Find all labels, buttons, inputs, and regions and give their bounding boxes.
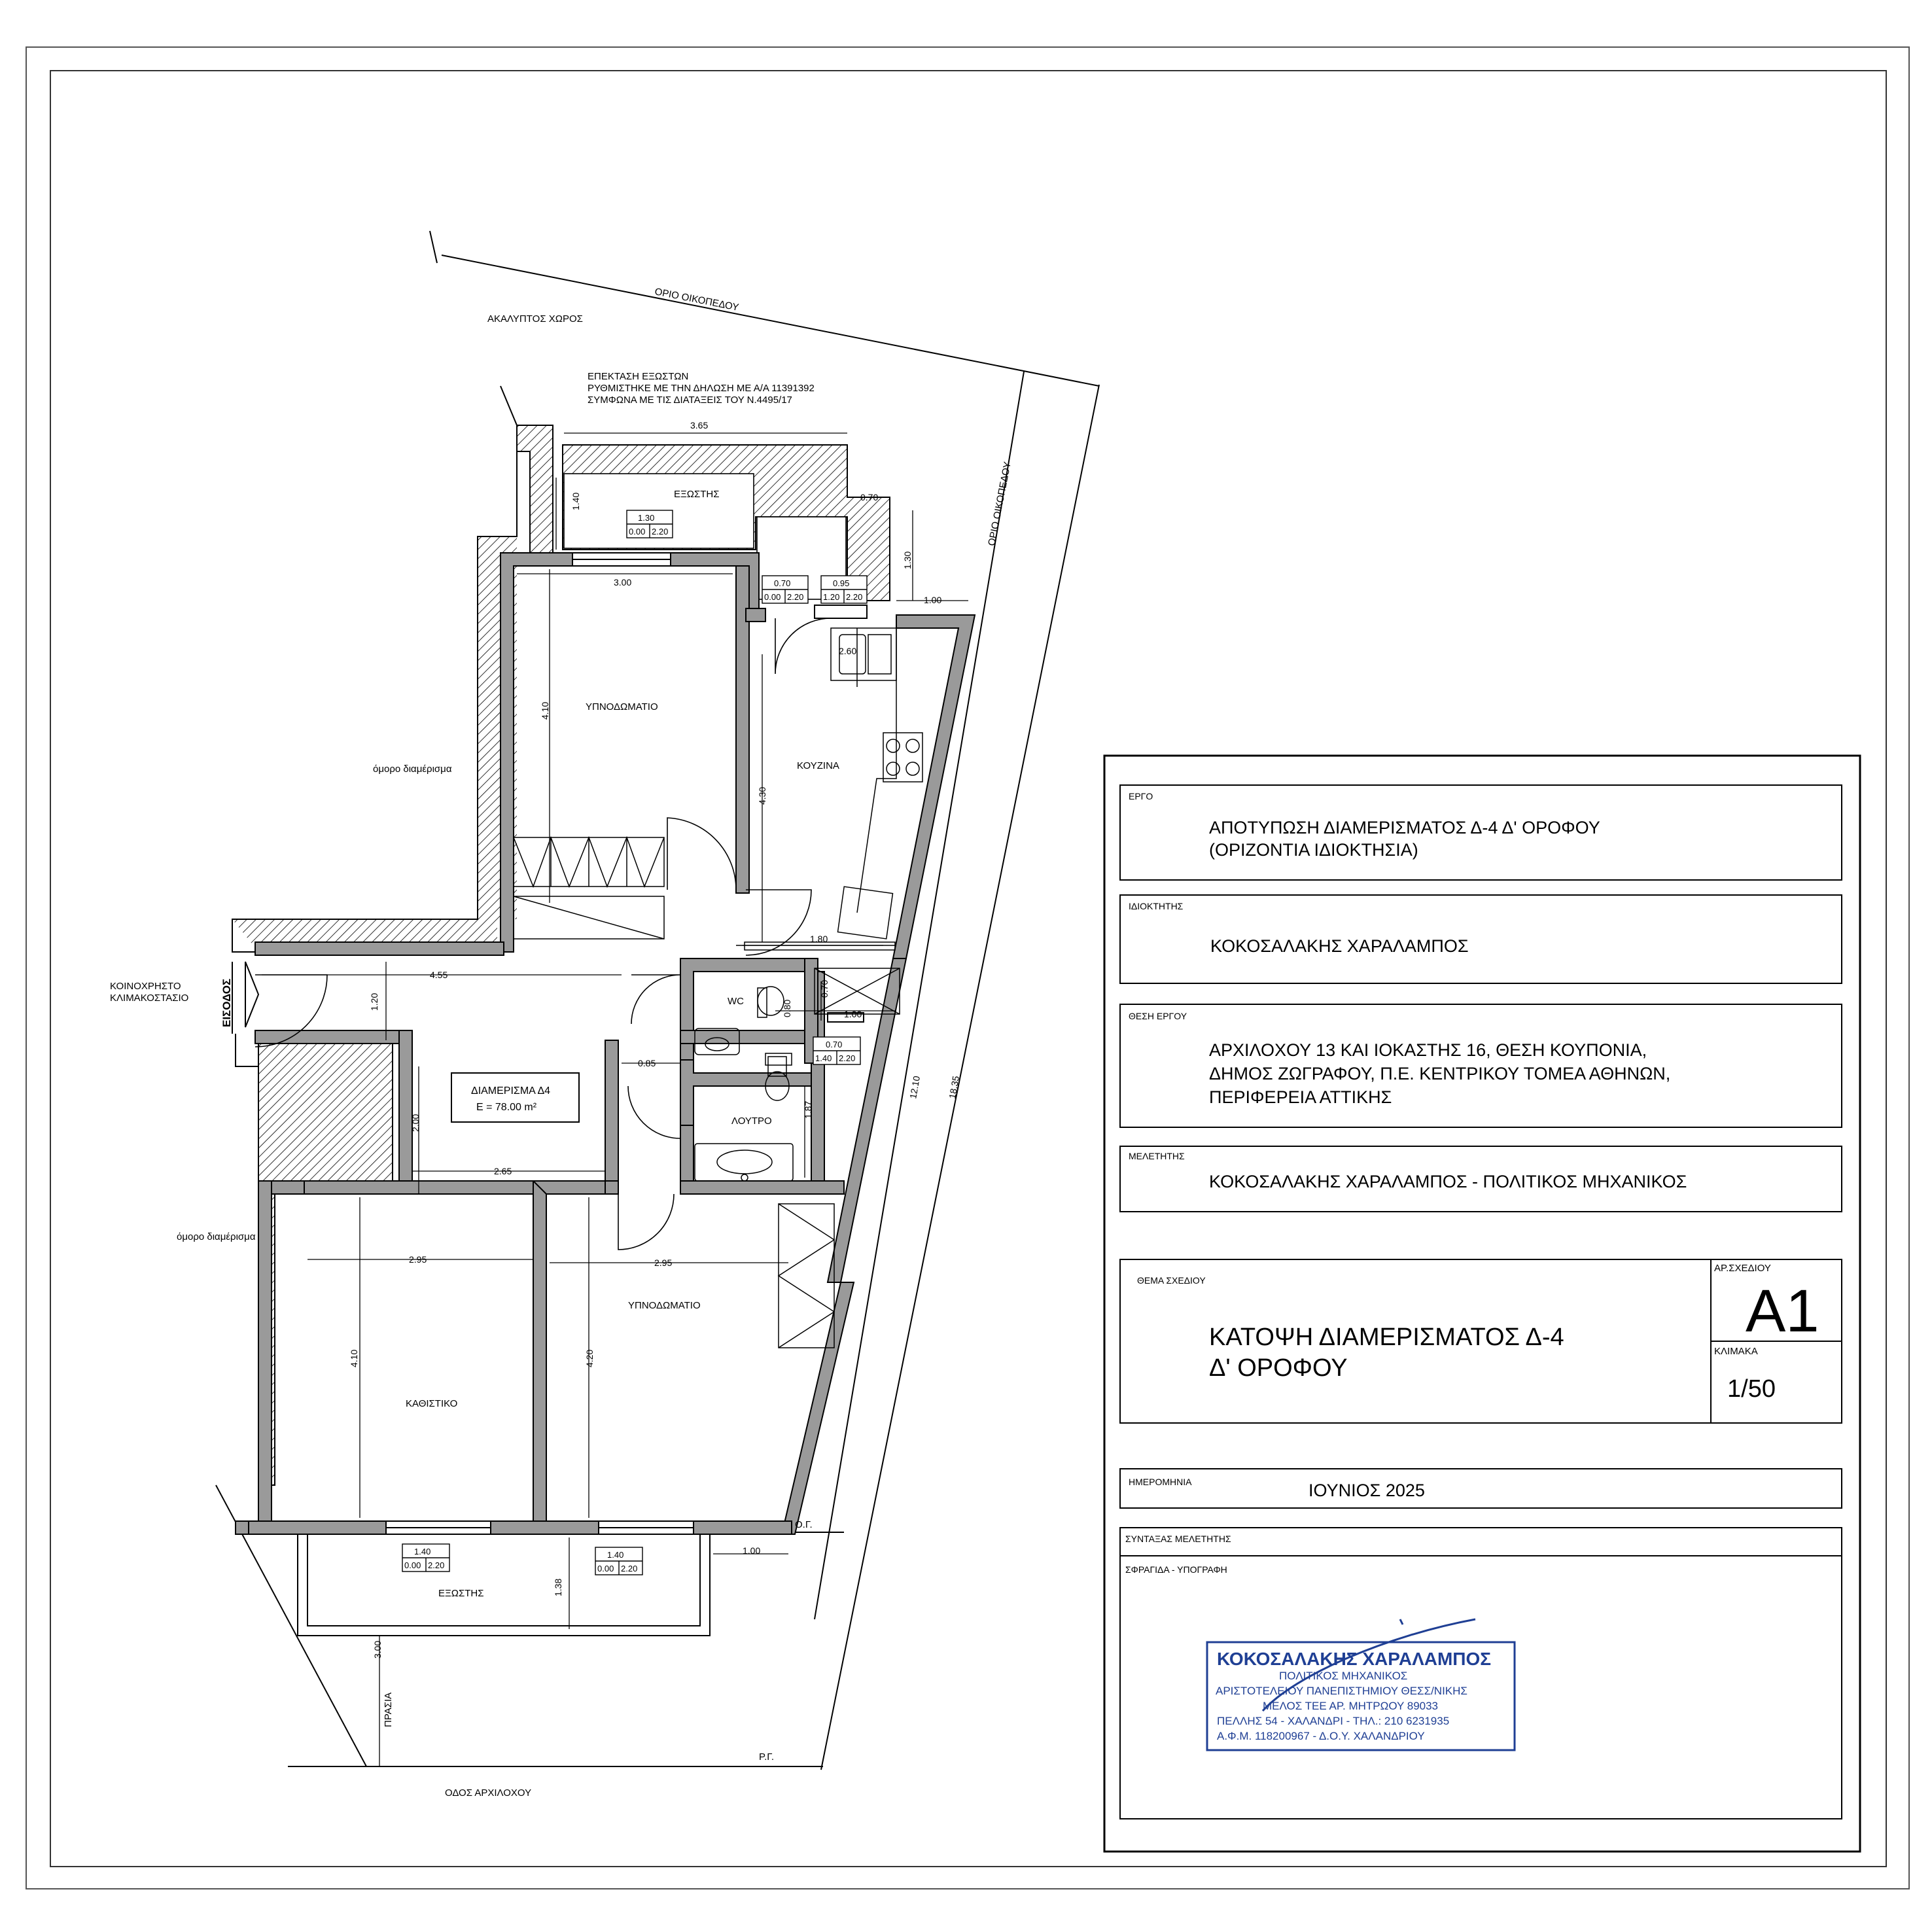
- inner-frame: [50, 71, 1886, 1867]
- svg-text:0.00: 0.00: [629, 527, 646, 536]
- stamp-line-6: Α.Φ.Μ. 118200967 - Δ.Ο.Υ. ΧΑΛΑΝΔΡΙΟΥ: [1217, 1730, 1425, 1742]
- opening-tag-2: [762, 576, 808, 603]
- dim-420: 4.20: [584, 1349, 595, 1367]
- stairwell-line-2: ΚΛΙΜΑΚΟΣΤΑΣΙΟ: [110, 992, 189, 1004]
- dim-070b: 0.70: [819, 979, 830, 998]
- opening-tag-5: [402, 1544, 449, 1572]
- scale-label: ΚΛΙΜΑΚΑ: [1714, 1346, 1758, 1357]
- svg-text:0.00: 0.00: [404, 1560, 421, 1570]
- room-bedroom-2: ΥΠΝΟΔΩΜΑΤΙΟ: [628, 1300, 701, 1311]
- location-line-3: ΠΕΡΙΦΕΡΕΙΑ ΑΤΤΙΚΗΣ: [1209, 1087, 1392, 1107]
- owner-name: ΚΟΚΟΣΑΛΑΚΗΣ ΧΑΡΑΛΑΜΠΟΣ: [1210, 936, 1469, 956]
- neighbour-lower: όμορο διαμέρισμα: [177, 1231, 256, 1242]
- room-bedroom-1: ΥΠΝΟΔΩΜΑΤΙΟ: [586, 701, 658, 712]
- date-value: ΙΟΥΝΙΟΣ 2025: [1308, 1481, 1425, 1500]
- dim-085: 0.85: [638, 1058, 656, 1068]
- engineer-label: ΜΕΛΕΤΗΤΗΣ: [1129, 1151, 1185, 1161]
- stamp-line-5: ΠΕΛΛΗΣ 54 - ΧΑΛΑΝΔΡΙ - ΤΗΛ.: 210 6231935: [1217, 1715, 1450, 1727]
- dim-265: 2.65: [494, 1166, 512, 1176]
- room-kitchen: ΚΟΥΖΙΝΑ: [797, 760, 839, 771]
- svg-text:0.95: 0.95: [833, 578, 850, 588]
- balcony-note-line-2: ΡΥΘΜΙΣΤΗΚΕ ΜΕ ΤΗΝ ΔΗΛΩΣΗ ΜΕ Α/Α 11391392: [588, 383, 815, 394]
- dim-100: 1.00: [924, 595, 942, 605]
- apartment-box: [451, 1073, 579, 1122]
- balcony-note-line-3: ΣΥΜΦΩΝΑ ΜΕ ΤΙΣ ΔΙΑΤΑΞΕΙΣ ΤΟΥ Ν.4495/17: [588, 395, 792, 406]
- dim-070: 0.70: [860, 492, 879, 502]
- date-label: ΗΜΕΡΟΜΗΝΙΑ: [1129, 1477, 1192, 1487]
- rg-label: Ρ.Γ.: [759, 1751, 775, 1763]
- dim-455: 4.55: [430, 970, 448, 980]
- dim-260: 2.60: [839, 646, 857, 656]
- stamp-line-4: ΜΕΛΟΣ ΤΕΕ ΑΡ. ΜΗΤΡΩΟΥ 89033: [1263, 1700, 1439, 1712]
- neighbour-upper: όμορο διαμέρισμα: [373, 764, 452, 775]
- svg-text:0.00: 0.00: [764, 592, 781, 602]
- location-label: ΘΕΣΗ ΕΡΓΟΥ: [1129, 1011, 1187, 1021]
- room-wc: WC: [728, 996, 744, 1007]
- date-box: [1120, 1469, 1842, 1508]
- stamp-line-2: ΠΟΛΙΤΙΚΟΣ ΜΗΧΑΝΙΚΟΣ: [1279, 1670, 1408, 1682]
- opening-tag-6: [595, 1547, 642, 1575]
- room-bathroom: ΛΟΥΤΡΟ: [731, 1115, 772, 1127]
- dim-430: 4.30: [757, 786, 767, 805]
- dim-187: 1.87: [803, 1100, 813, 1119]
- project-line-2: (ΟΡΙΖΟΝΤΙΑ ΙΔΙΟΚΤΗΣΙΑ): [1209, 840, 1418, 860]
- drawing-no-label: ΑΡ.ΣΧΕΔΙΟΥ: [1714, 1263, 1771, 1274]
- svg-text:1.30: 1.30: [638, 513, 655, 523]
- dim-410: 4.10: [540, 701, 550, 720]
- svg-text:2.20: 2.20: [787, 592, 804, 602]
- plot-boundary-label-right: ΟΡΙΟ ΟΙΚΟΠΕΔΟΥ: [986, 461, 1013, 547]
- dim-300: 3.00: [614, 577, 632, 588]
- open-space-label: ΑΚΑΛΥΠΤΟΣ ΧΩΡΟΣ: [487, 313, 583, 325]
- dim-1835: 18.35: [947, 1075, 962, 1100]
- subject-line-1: ΚΑΤΟΨΗ ΔΙΑΜΕΡΙΣΜΑΤΟΣ Δ-4: [1209, 1324, 1564, 1351]
- dim-130: 1.30: [902, 551, 913, 569]
- dim-080: 0.80: [782, 999, 792, 1017]
- dim-295a: 2.95: [409, 1254, 427, 1265]
- dim-100c: 1.00: [743, 1545, 761, 1556]
- plot-boundary-label: ΟΡΙΟ ΟΙΚΟΠΕΔΟΥ: [654, 286, 740, 313]
- subject-label: ΘΕΜΑ ΣΧΕΔΙΟΥ: [1137, 1275, 1206, 1286]
- subject-line-2: Δ' ΟΡΟΦΟΥ: [1209, 1354, 1348, 1382]
- dim-140: 1.40: [571, 492, 581, 510]
- road-label: ΟΔΟΣ ΑΡΧΙΛΟΧΟΥ: [445, 1787, 532, 1799]
- opening-tag-1: [627, 510, 673, 538]
- svg-text:0.70: 0.70: [826, 1040, 843, 1049]
- svg-text:2.20: 2.20: [652, 527, 669, 536]
- svg-text:2.20: 2.20: [621, 1564, 638, 1573]
- entrance-label: ΕΙΣΟΔΟΣ: [220, 978, 233, 1027]
- dim-295b: 2.95: [654, 1257, 673, 1268]
- floor-plan: [110, 231, 1099, 1799]
- svg-text:2.20: 2.20: [846, 592, 863, 602]
- owner-label: ΙΔΙΟΚΤΗΤΗΣ: [1129, 901, 1184, 911]
- stamp-line-1: ΚΟΚΟΣΑΛΑΚΗΣ ΧΑΡΑΛΑΜΠΟΣ: [1217, 1649, 1492, 1669]
- dim-1210: 12.10: [907, 1075, 922, 1100]
- dim-300b: 3.00: [372, 1640, 383, 1659]
- dim-365: 3.65: [690, 420, 709, 430]
- room-balcony-top: ΕΞΩΣΤΗΣ: [674, 489, 720, 500]
- dim-138: 1.38: [553, 1578, 563, 1596]
- opening-tag-4: [813, 1037, 860, 1064]
- engineer-name: ΚΟΚΟΣΑΛΑΚΗΣ ΧΑΡΑΛΑΜΠΟΣ - ΠΟΛΙΤΙΚΟΣ ΜΗΧΑΝΙΚΟΣ: [1209, 1172, 1687, 1191]
- dim-410b: 4.10: [349, 1349, 359, 1367]
- authors-label: ΣΥΝΤΑΞΑΣ ΜΕΛΕΤΗΤΗΣ: [1125, 1534, 1231, 1544]
- og-label: Ο.Γ.: [795, 1519, 813, 1530]
- balcony-note-line-1: ΕΠΕΚΤΑΣΗ ΕΞΩΣΤΩΝ: [588, 371, 689, 382]
- title-block: [1104, 756, 1860, 1852]
- room-balcony-bottom: ΕΞΩΣΤΗΣ: [438, 1588, 484, 1599]
- room-living: ΚΑΘΙΣΤΙΚΟ: [406, 1398, 458, 1409]
- opening-tag-3: [821, 576, 867, 603]
- location-line-2: ΔΗΜΟΣ ΖΩΓΡΑΦΟΥ, Π.Ε. ΚΕΝΤΡΙΚΟΥ ΤΟΜΕΑ ΑΘΗΝΩΝ,: [1209, 1064, 1671, 1083]
- project-label: ΕΡΓΟ: [1129, 791, 1153, 801]
- svg-text:0.00: 0.00: [597, 1564, 614, 1573]
- engineer-stamp: [1207, 1619, 1515, 1750]
- apartment-name: ΔΙΑΜΕΡΙΣΜΑ Δ4: [471, 1085, 551, 1097]
- stairwell-line-1: ΚΟΙΝΟΧΡΗΣΤΟ: [110, 981, 181, 992]
- apartment-area: Ε = 78.00 m²: [476, 1102, 537, 1113]
- svg-text:1.40: 1.40: [414, 1547, 431, 1556]
- stamp-label: ΣΦΡΑΓΙΔΑ - ΥΠΟΓΡΑΦΗ: [1125, 1564, 1227, 1575]
- svg-text:2.20: 2.20: [428, 1560, 445, 1570]
- authors-box: [1120, 1528, 1842, 1819]
- svg-text:1.20: 1.20: [823, 592, 840, 602]
- svg-text:1.40: 1.40: [607, 1550, 624, 1560]
- scale-value: 1/50: [1727, 1375, 1776, 1403]
- dim-120: 1.20: [369, 992, 379, 1011]
- stamp-line-3: ΑΡΙΣΤΟΤΕΛΕΙΟΥ ΠΑΝΕΠΙΣΤΗΜΙΟΥ ΘΕΣΣ/ΝΙΚΗΣ: [1216, 1685, 1467, 1697]
- svg-text:2.20: 2.20: [839, 1053, 856, 1063]
- dim-200: 2.00: [410, 1114, 421, 1132]
- dim-180: 1.80: [810, 934, 828, 944]
- green-strip-label: ΠΡΑΣΙΑ: [383, 1692, 394, 1727]
- drawing-no: Α1: [1746, 1278, 1819, 1344]
- svg-text:1.40: 1.40: [815, 1053, 832, 1063]
- svg-text:0.70: 0.70: [774, 578, 791, 588]
- location-line-1: ΑΡΧΙΛΟΧΟΥ 13 ΚΑΙ ΙΟΚΑΣΤΗΣ 16, ΘΕΣΗ ΚΟΥΠΟΝΙΑ,: [1209, 1040, 1647, 1060]
- outer-frame: [26, 47, 1909, 1889]
- dim-100b: 1.00: [844, 1009, 862, 1019]
- project-line-1: ΑΠΟΤΥΠΩΣΗ ΔΙΑΜΕΡΙΣΜΑΤΟΣ Δ-4 Δ' ΟΡΟΦΟΥ: [1209, 818, 1600, 837]
